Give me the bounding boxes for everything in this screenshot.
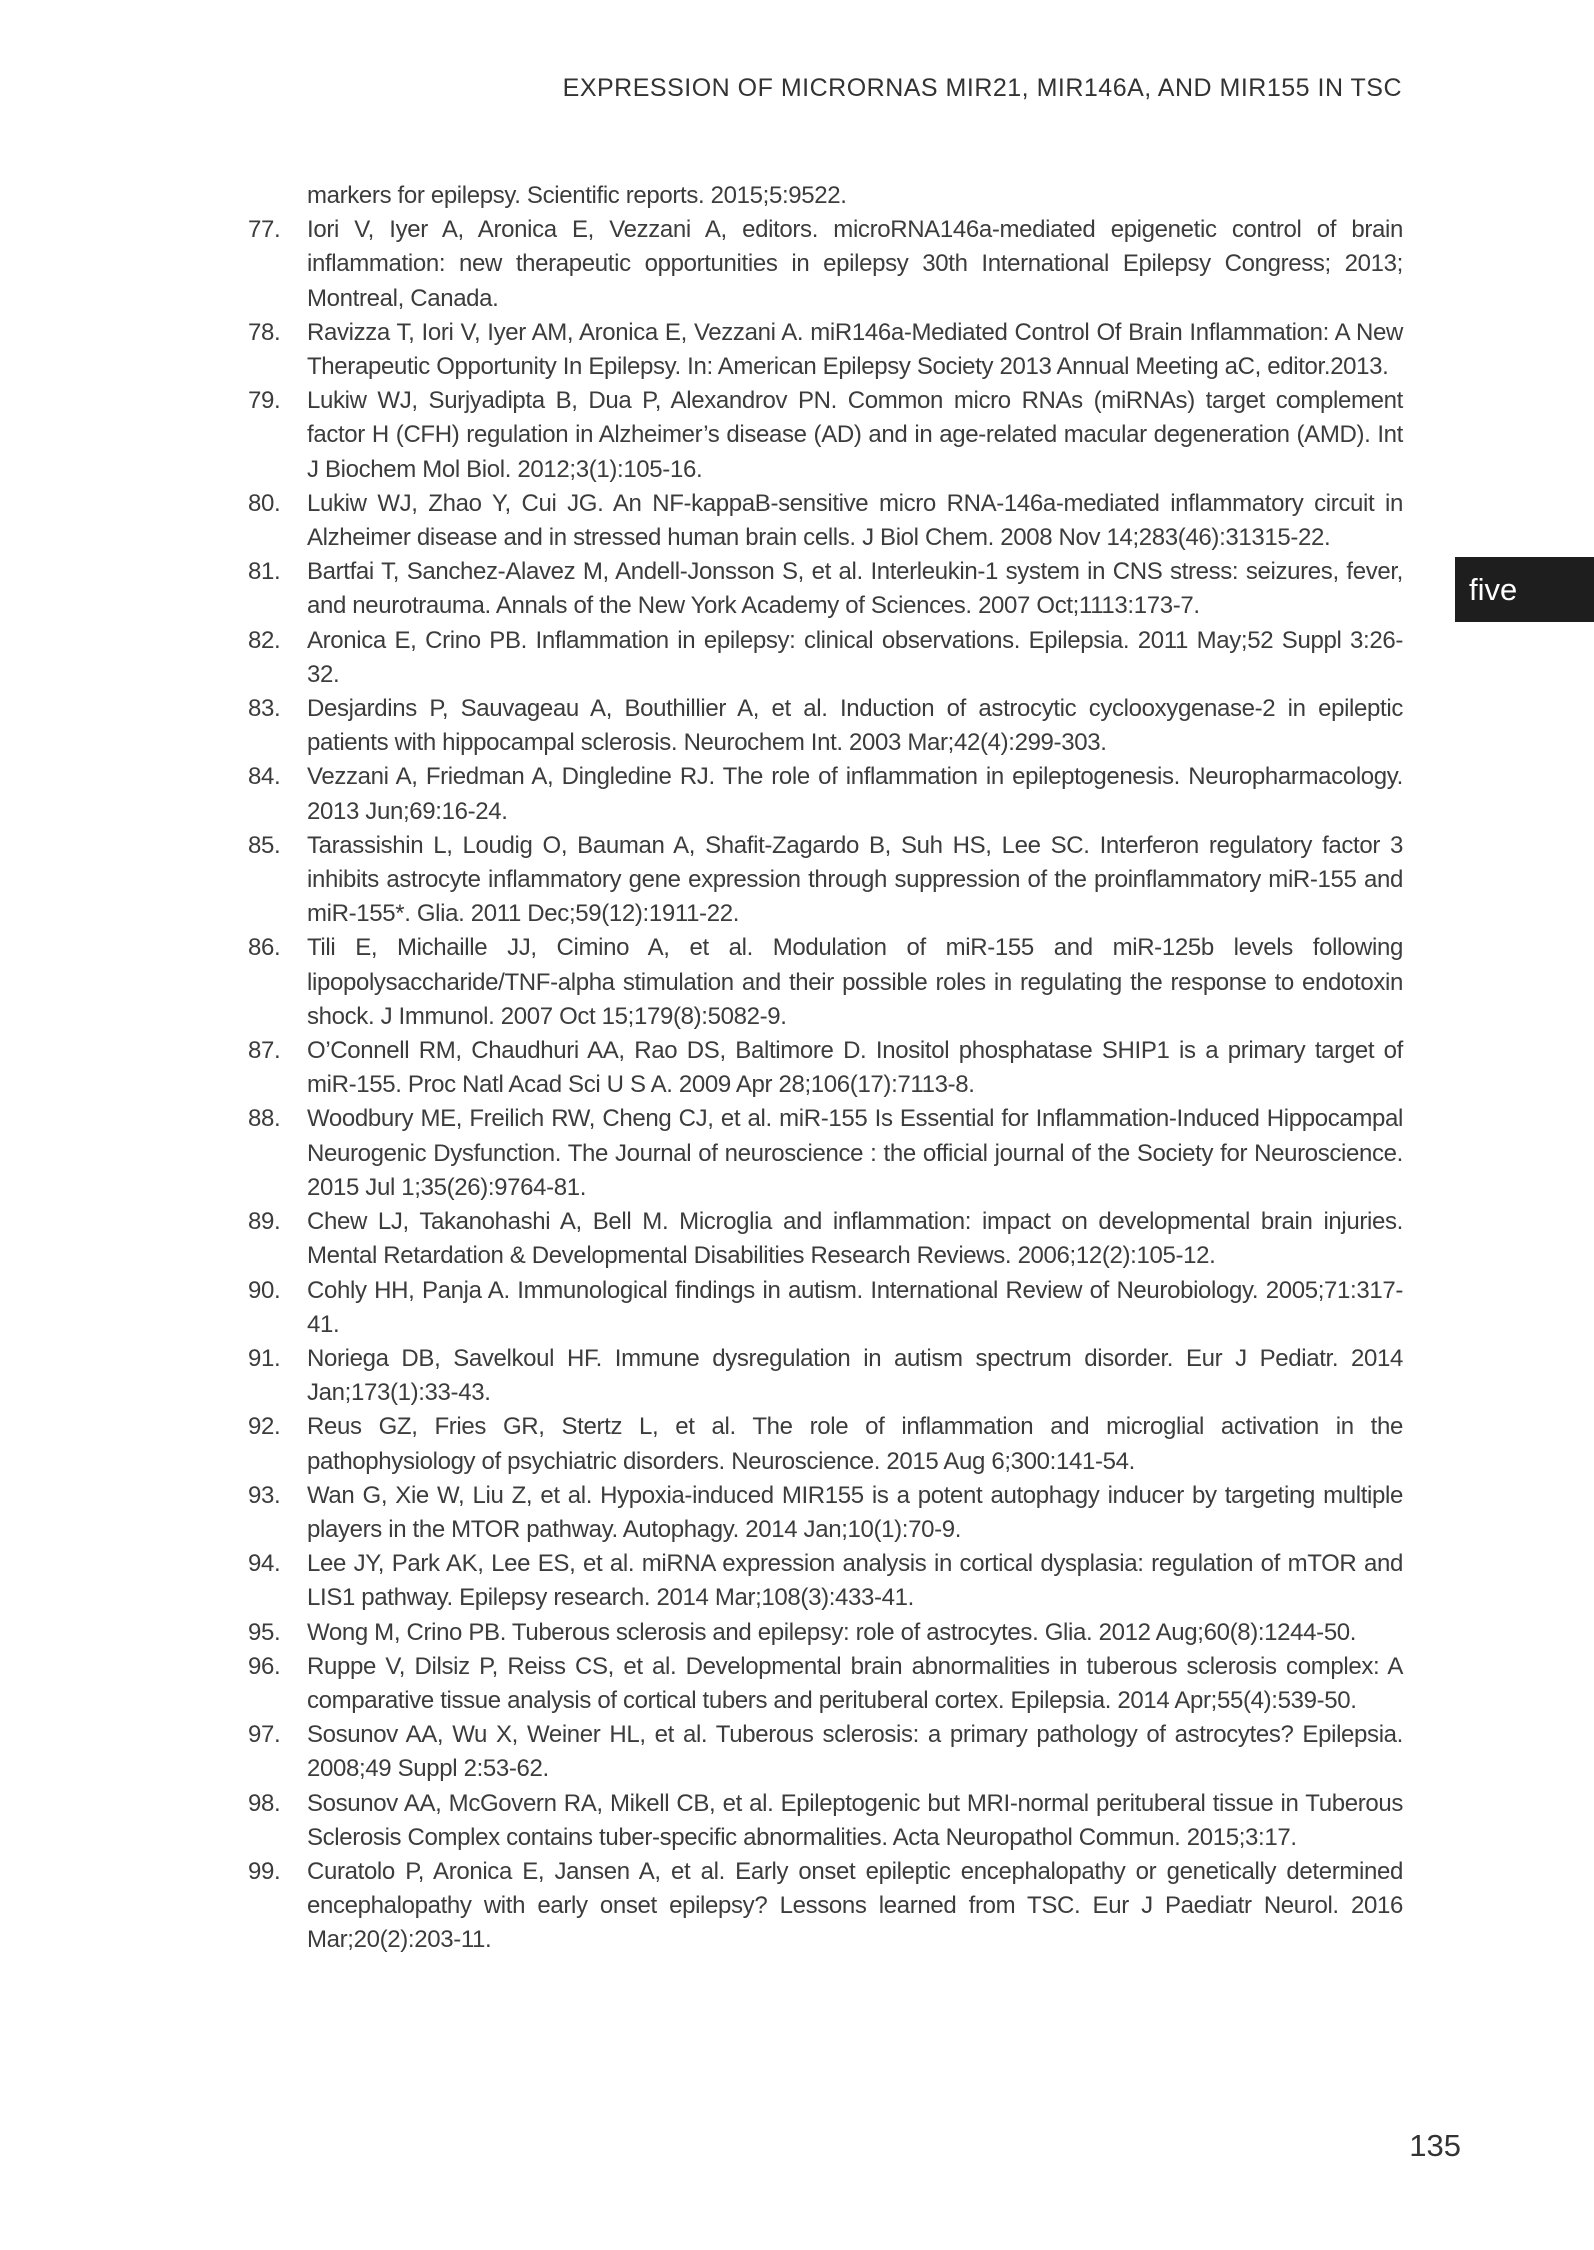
reference-item: [248, 384, 1403, 487]
reference-text: Ruppe V, Dilsiz P, Reiss CS, et al. Developmental brain abnormalities in tuberous sclerosis complex: A comparative tissue analysis of cortical tubers and perituberal cortex. Epilepsia. 2014 Apr;55(4):539-50.: [307, 1652, 1403, 1714]
reference-number: 97.: [248, 1721, 281, 1749]
reference-number: 80.: [248, 489, 281, 517]
reference-item: [248, 1274, 1403, 1342]
reference-number: 96.: [248, 1652, 281, 1680]
reference-text: Chew LJ, Takanohashi A, Bell M. Microglia and inflammation: impact on developmental brain injuries. Mental Retardation & Developmental Disabilities Research Reviews. 2006;12(2):105-12.: [307, 1208, 1403, 1270]
reference-number: 92.: [248, 1413, 281, 1441]
running-header: EXPRESSION OF MICRORNAS MIR21, MIR146A, AND MIR155 IN TSC: [562, 74, 1402, 102]
reference-text: Lukiw WJ, Zhao Y, Cui JG. An NF-kappaB-sensitive micro RNA-146a-mediated inflammatory circuit in Alzheimer disease and in stressed human brain cells. J Biol Chem. 2008 Nov 14;283(46):31315-22.: [307, 489, 1403, 552]
reference-item: [248, 1855, 1403, 1958]
chapter-tab: five: [1455, 557, 1594, 622]
reference-number: 90.: [248, 1276, 281, 1304]
reference-item: [248, 931, 1403, 1034]
reference-text: Ravizza T, Iori V, Iyer AM, Aronica E, Vezzani A. miR146a-Mediated Control Of Brain Inflammation: A New Therapeutic Opportunity In Epilepsy. In: American Epilepsy Society 2013 Annual Meeting aC, editor.2013.: [307, 318, 1403, 381]
reference-item: [248, 555, 1403, 623]
reference-continuation: markers for epilepsy. Scientific reports. 2015;5:9522.: [307, 182, 847, 209]
reference-item: [248, 829, 1403, 932]
reference-number: 82.: [248, 626, 281, 654]
reference-text: Iori V, Iyer A, Aronica E, Vezzani A, editors. microRNA146a-mediated epigenetic control of brain inflammation: new therapeutic opportunities in epilepsy 30th International Epilepsy Congress; 2013; Montreal, Canada.: [307, 216, 1403, 312]
reference-text: Lukiw WJ, Surjyadipta B, Dua P, Alexandrov PN. Common micro RNAs (miRNAs) target complement factor H (CFH) regulation in Alzheimer’s disease (AD) and in age-related macular degeneration (AMD). Int J Biochem Mol Biol. 2012;3(1):105-16.: [307, 387, 1403, 483]
reference-item: [248, 1342, 1403, 1410]
reference-number: 86.: [248, 934, 281, 962]
reference-number: 91.: [248, 1344, 281, 1372]
reference-number: 99.: [248, 1857, 281, 1885]
reference-number: 93.: [248, 1481, 281, 1509]
reference-item: [248, 1718, 1403, 1786]
reference-number: 81.: [248, 558, 281, 586]
reference-text: Noriega DB, Savelkoul HF. Immune dysregulation in autism spectrum disorder. Eur J Pediatr. 2014 Jan;173(1):33-43.: [307, 1344, 1403, 1407]
reference-number: 84.: [248, 763, 281, 791]
reference-text: Woodbury ME, Freilich RW, Cheng CJ, et al. miR-155 Is Essential for Inflammation-Induced Hippocampal Neurogenic Dysfunction. The Journal of neuroscience : the official journal of the Society for Neuroscience. 2015 Jul 1;35(26):9764-81.: [307, 1105, 1403, 1201]
reference-number: 77.: [248, 216, 281, 244]
reference-item: [248, 1650, 1403, 1718]
reference-item: [248, 1479, 1403, 1547]
reference-item: [248, 760, 1403, 828]
reference-text: Cohly HH, Panja A. Immunological findings in autism. International Review of Neurobiology. 2005;71:317-41.: [307, 1276, 1403, 1338]
reference-number: 78.: [248, 318, 281, 346]
reference-text: O’Connell RM, Chaudhuri AA, Rao DS, Baltimore D. Inositol phosphatase SHIP1 is a primary target of miR-155. Proc Natl Acad Sci U S A. 2009 Apr 28;106(17):7113-8.: [307, 1037, 1403, 1099]
reference-item: [248, 624, 1403, 692]
reference-text: Desjardins P, Sauvageau A, Bouthillier A, et al. Induction of astrocytic cyclooxygenase-2 in epileptic patients with hippocampal sclerosis. Neurochem Int. 2003 Mar;42(4):299-303.: [307, 695, 1403, 757]
reference-number: 83.: [248, 695, 281, 723]
reference-item: [248, 1410, 1403, 1478]
reference-number: 87.: [248, 1037, 281, 1065]
reference-text: Curatolo P, Aronica E, Jansen A, et al. Early onset epileptic encephalopathy or genetically determined encephalopathy with early onset epilepsy? Lessons learned from TSC. Eur J Paediatr Neurol. 2016 Mar;20(2):203-11.: [307, 1857, 1403, 1954]
reference-number: 98.: [248, 1789, 281, 1817]
reference-list: [248, 179, 1403, 1958]
reference-item: [248, 1616, 1403, 1650]
reference-number: 95.: [248, 1618, 281, 1646]
reference-text: Tili E, Michaille JJ, Cimino A, et al. Modulation of miR-155 and miR-125b levels following lipopolysaccharide/TNF-alpha stimulation and their possible roles in regulating the response to endotoxin shock. J Immunol. 2007 Oct 15;179(8):5082-9.: [307, 934, 1403, 1030]
reference-item: [248, 1034, 1403, 1102]
reference-text: Wong M, Crino PB. Tuberous sclerosis and epilepsy: role of astrocytes. Glia. 2012 Aug;60(8):1244-50.: [307, 1618, 1357, 1646]
reference-item: [248, 1787, 1403, 1855]
reference-item: [248, 692, 1403, 760]
page-number: 135: [1409, 2128, 1461, 2163]
reference-item: [248, 1547, 1403, 1615]
reference-text: Tarassishin L, Loudig O, Bauman A, Shafit-Zagardo B, Suh HS, Lee SC. Interferon regulatory factor 3 inhibits astrocyte inflammatory gene expression through suppression of the proinflammatory miR-155 and miR-155*. Glia. 2011 Dec;59(12):1911-22.: [307, 831, 1403, 928]
reference-number: 85.: [248, 831, 281, 859]
reference-number: 88.: [248, 1105, 281, 1133]
reference-item: [248, 213, 1403, 316]
reference-text: Bartfai T, Sanchez-Alavez M, Andell-Jonsson S, et al. Interleukin-1 system in CNS stress: seizures, fever, and neurotrauma. Annals of the New York Academy of Sciences. 2007 Oct;1113:173-7.: [307, 558, 1403, 620]
reference-item: [248, 487, 1403, 555]
reference-text: Vezzani A, Friedman A, Dingledine RJ. The role of inflammation in epileptogenesis. Neuropharmacology. 2013 Jun;69:16-24.: [307, 763, 1403, 825]
reference-text: Aronica E, Crino PB. Inflammation in epilepsy: clinical observations. Epilepsia. 2011 May;52 Suppl 3:26-32.: [307, 626, 1403, 688]
reference-text: Sosunov AA, McGovern RA, Mikell CB, et al. Epileptogenic but MRI-normal perituberal tissue in Tuberous Sclerosis Complex contains tuber-specific abnormalities. Acta Neuropathol Commun. 2015;3:17.: [307, 1789, 1403, 1851]
reference-item: [248, 1205, 1403, 1273]
reference-text: Sosunov AA, Wu X, Weiner HL, et al. Tuberous sclerosis: a primary pathology of astrocytes? Epilepsia. 2008;49 Suppl 2:53-62.: [307, 1721, 1403, 1783]
reference-number: 79.: [248, 387, 281, 415]
reference-text: Lee JY, Park AK, Lee ES, et al. miRNA expression analysis in cortical dysplasia: regulation of mTOR and LIS1 pathway. Epilepsy research. 2014 Mar;108(3):433-41.: [307, 1550, 1403, 1612]
reference-item: [248, 1102, 1403, 1205]
reference-item: [248, 316, 1403, 384]
reference-text: Reus GZ, Fries GR, Stertz L, et al. The role of inflammation and microglial activation in the pathophysiology of psychiatric disorders. Neuroscience. 2015 Aug 6;300:141-54.: [307, 1413, 1403, 1475]
reference-text: Wan G, Xie W, Liu Z, et al. Hypoxia-induced MIR155 is a potent autophagy inducer by targeting multiple players in the MTOR pathway. Autophagy. 2014 Jan;10(1):70-9.: [307, 1481, 1403, 1543]
reference-number: 89.: [248, 1208, 281, 1236]
reference-number: 94.: [248, 1550, 281, 1578]
